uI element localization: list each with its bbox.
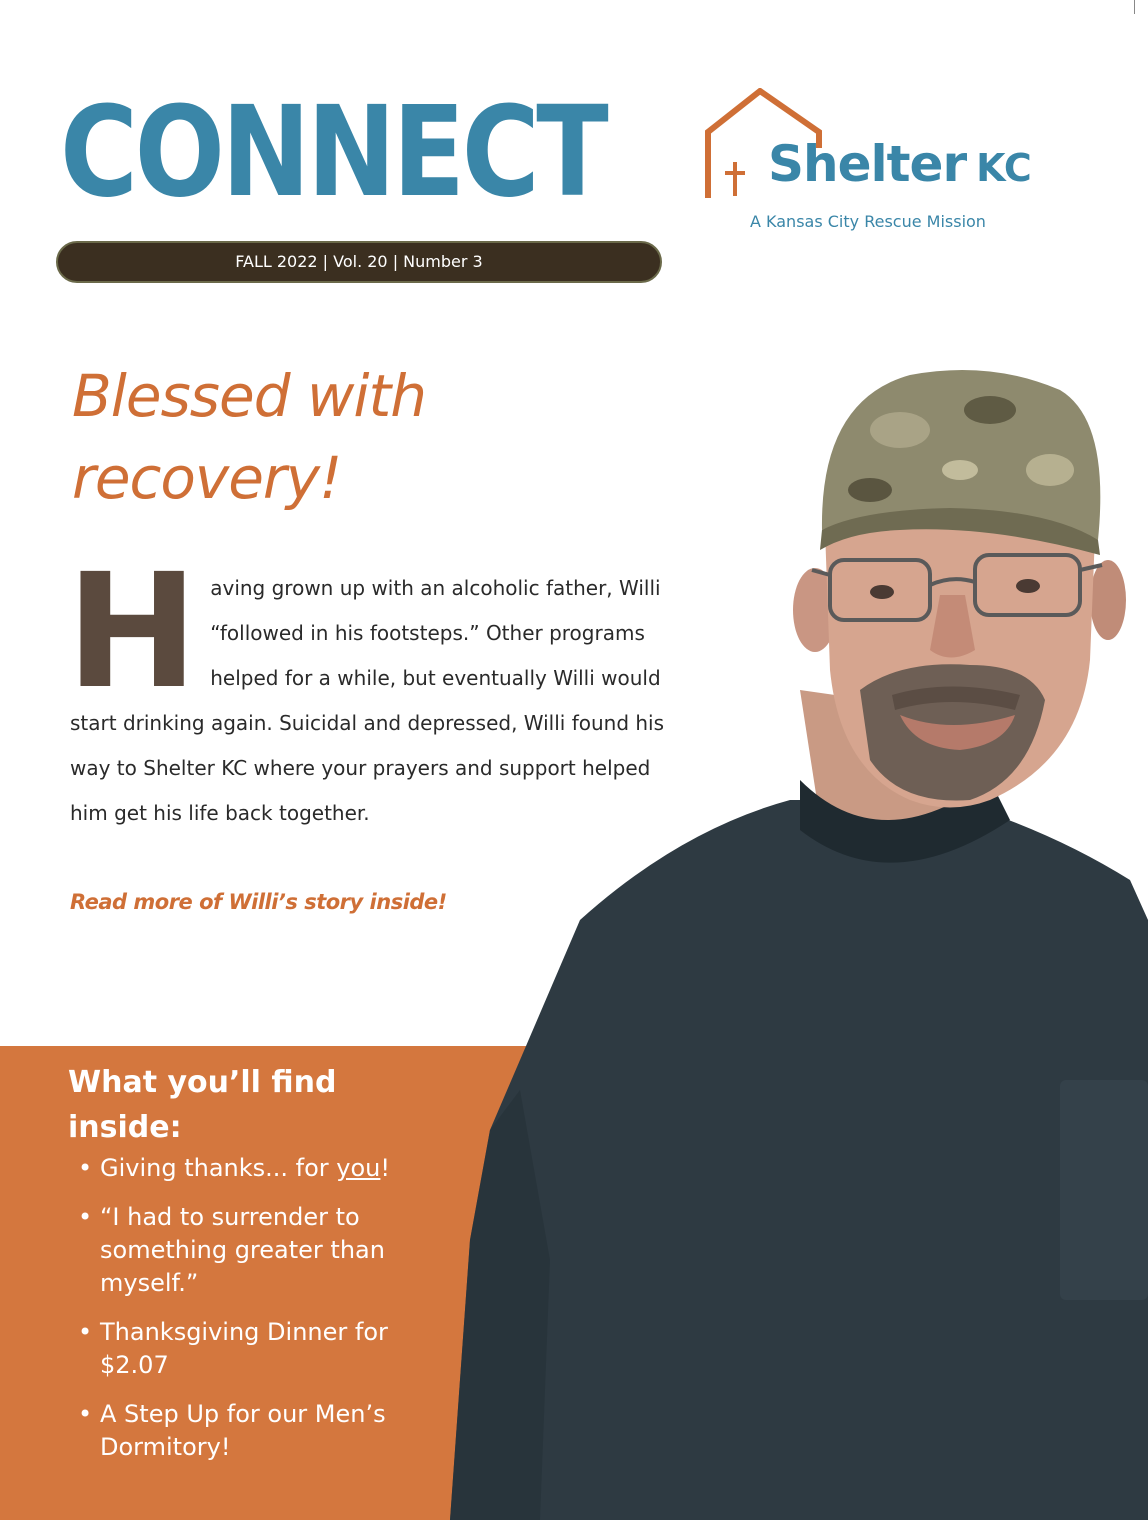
inside-list: [78, 1152, 448, 1480]
list-item-text: Giving thanks... for: [100, 1154, 337, 1182]
list-item: • Thanksgiving Dinner for $2.07: [78, 1316, 448, 1382]
list-item: • “I had to surrender to something greater than myself.”: [78, 1201, 448, 1300]
logo-kc: KC: [976, 146, 1032, 190]
page-edge-mark: [1134, 0, 1135, 14]
read-more-link[interactable]: Read more of Willi’s story inside!: [70, 890, 447, 914]
list-item: • A Step Up for our Men’s Dormitory!: [78, 1398, 448, 1464]
logo-name: [768, 134, 1032, 198]
inside-heading: What you’ll find inside:: [68, 1065, 337, 1145]
headline-line-2: recovery!: [72, 444, 342, 512]
man-portrait-illustration: [430, 360, 1148, 1520]
issue-info-bar: FALL 2022 | Vol. 20 | Number 3: [56, 241, 662, 283]
headline-line-1: Blessed with: [72, 362, 427, 430]
drop-cap: H: [66, 540, 199, 724]
cover-photo-man: [430, 360, 1148, 1520]
logo-name-text: Shelter: [768, 135, 967, 193]
shelter-kc-logo[interactable]: [700, 88, 1080, 238]
article-body: [66, 540, 670, 836]
article-body-text: aving grown up with an alcoholic father, Willi “followed in his footsteps.” Other programs helped for a while, but eventually Willi would start drinking again. Suicidal and depressed, Willi found his way to Shelter KC where your prayers and support helped him get his life back together.: [70, 576, 665, 825]
list-item-suffix: !: [380, 1154, 391, 1182]
list-item: [78, 1152, 448, 1185]
logo-tagline: A Kansas City Rescue Mission: [750, 212, 986, 231]
masthead-title: CONNECT: [60, 80, 606, 225]
list-item-underlined: you: [336, 1154, 381, 1182]
